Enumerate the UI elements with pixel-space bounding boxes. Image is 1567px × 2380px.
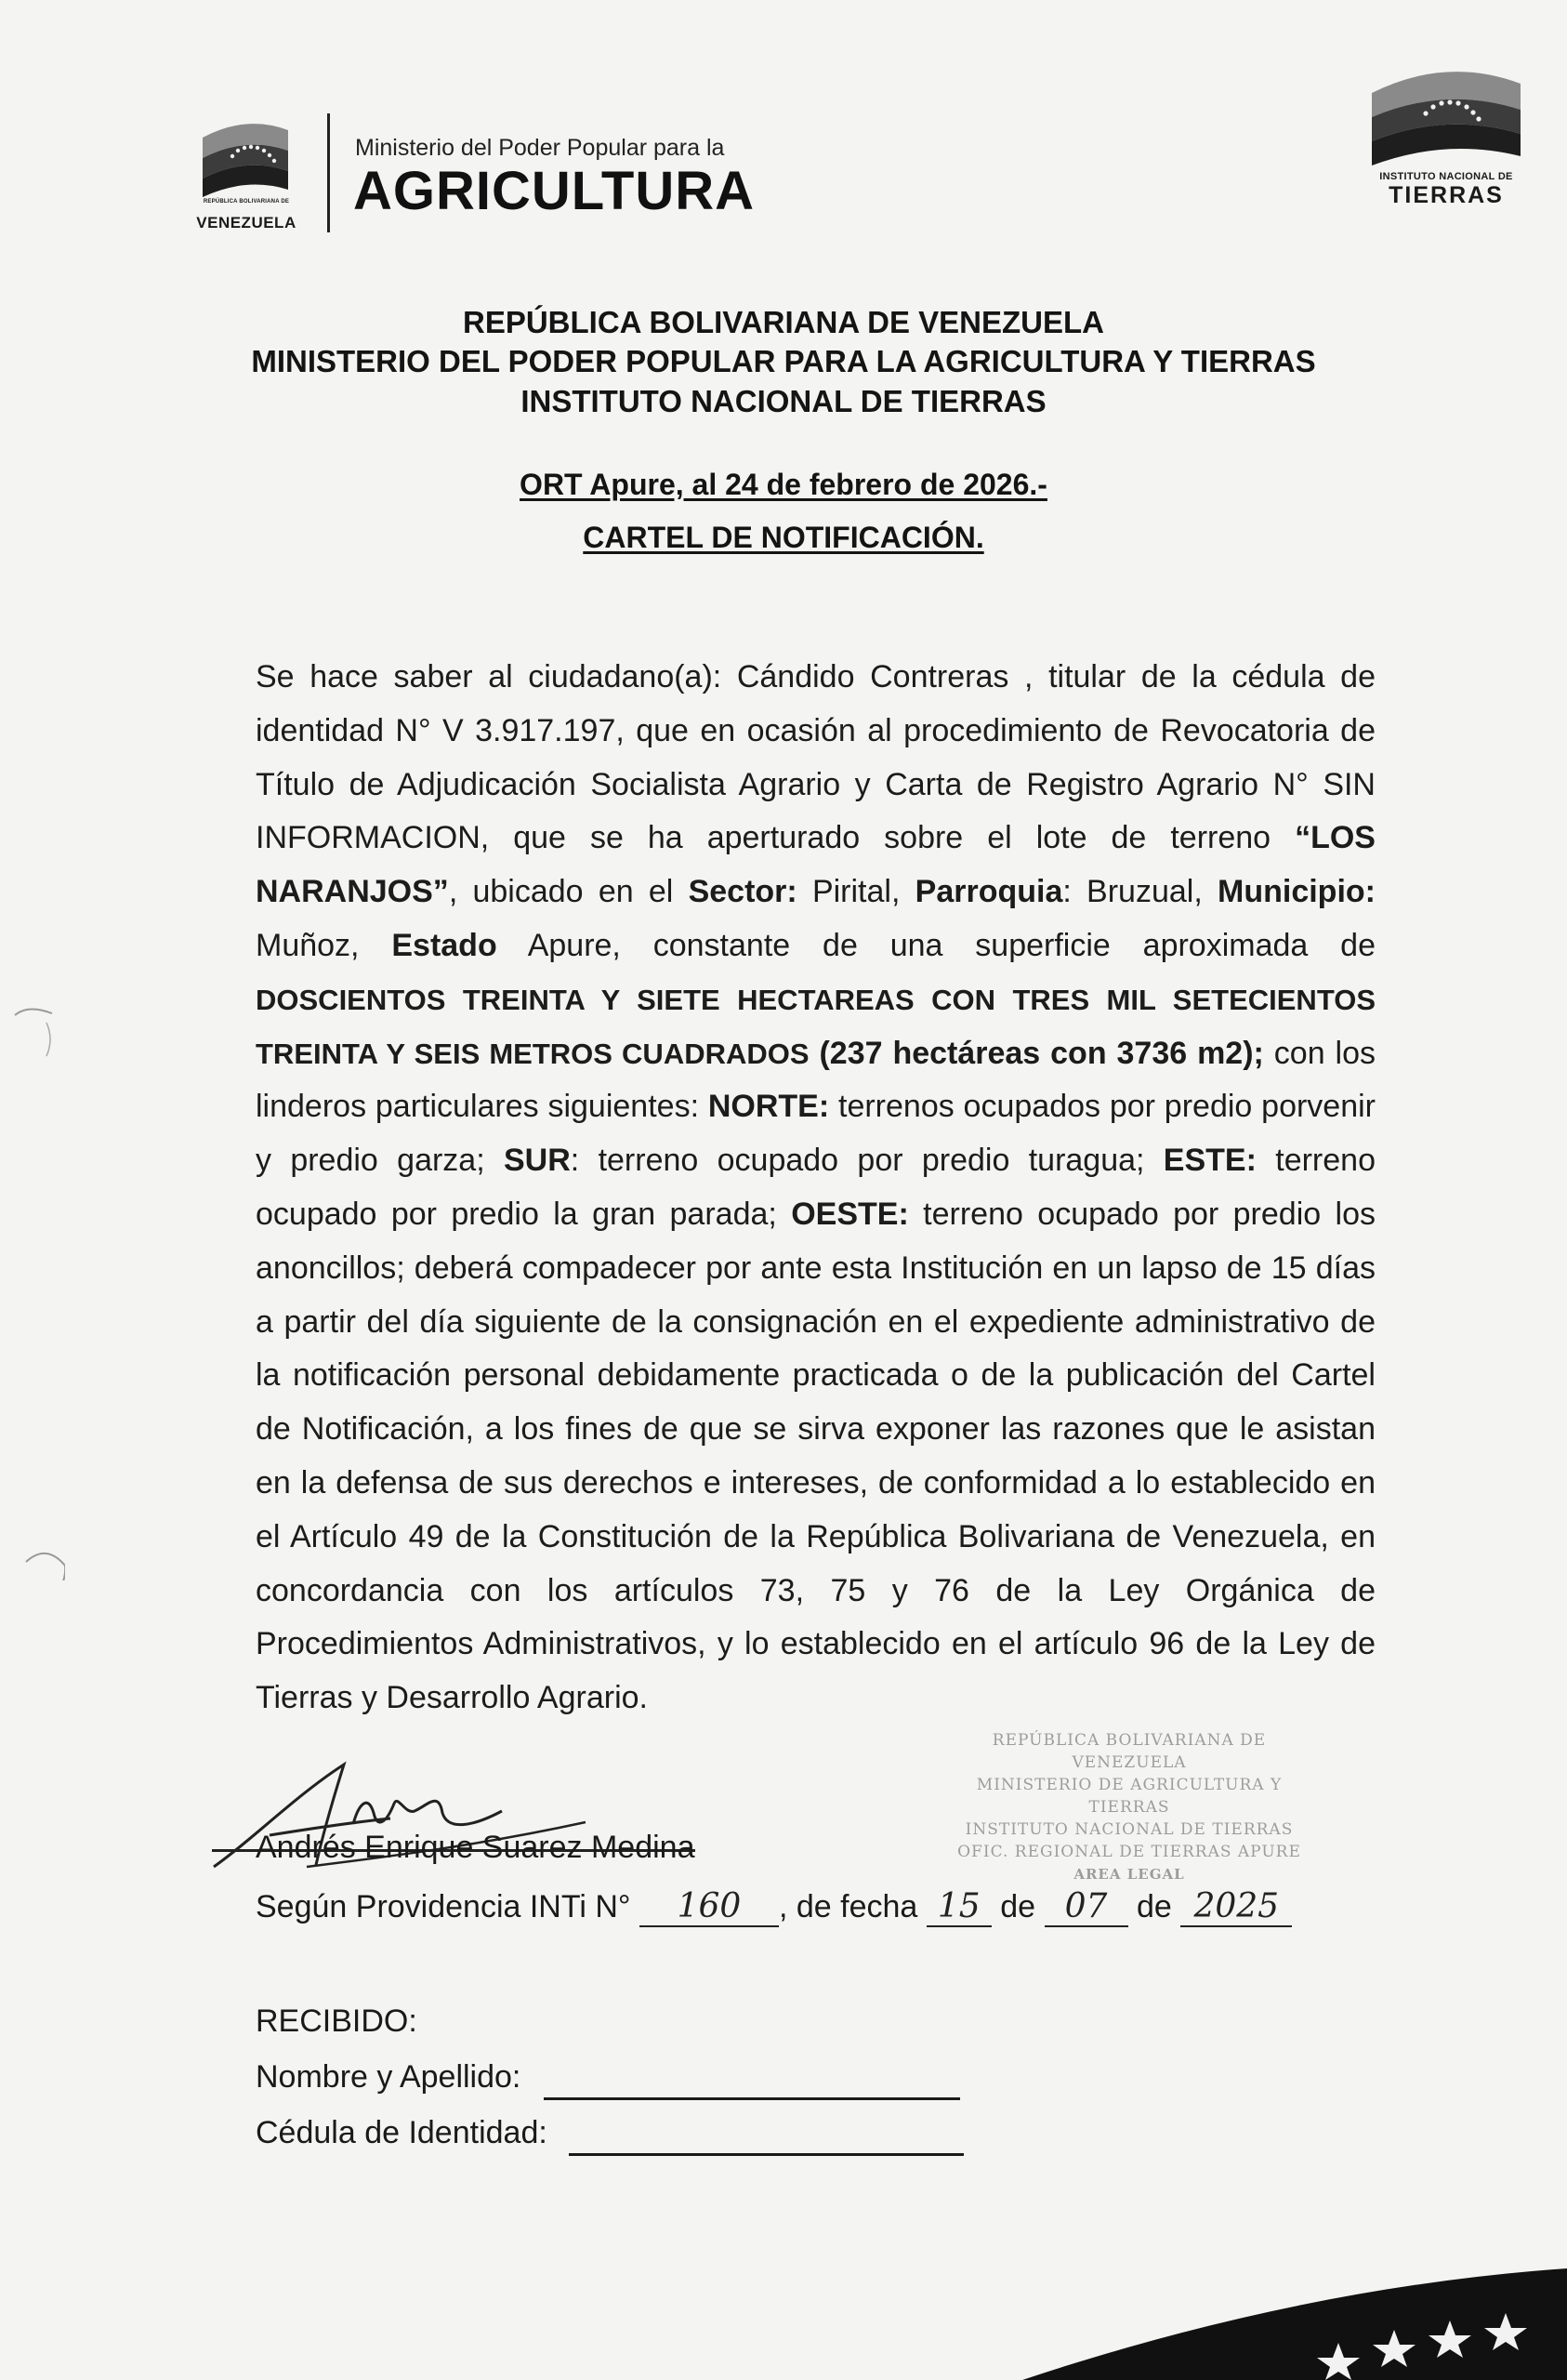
date-year: 2025 (1180, 1887, 1292, 1927)
venezuela-flag-icon (1363, 56, 1530, 167)
date-day: 15 (927, 1887, 992, 1927)
notice-title: CARTEL DE NOTIFICACIÓN. (583, 521, 984, 554)
heading-ministry: MINISTERIO DEL PODER POPULAR PARA LA AGRICULTURA Y TIERRAS (251, 344, 1316, 378)
tierras-text: TIERRAS (1389, 182, 1504, 208)
providencia-line: Según Providencia INTi N° 160 , de fecha 15 de 07 de 2025 (256, 1887, 1292, 1927)
providencia-number: 160 (639, 1887, 779, 1927)
inti-logo (1363, 56, 1530, 223)
logo-divider (327, 113, 330, 232)
received-label: RECIBIDO: (256, 2003, 417, 2039)
heading-republic: REPÚBLICA BOLIVARIANA DE VENEZUELA (463, 305, 1104, 339)
date-month: 07 (1045, 1887, 1128, 1927)
margin-marks (9, 1004, 65, 1580)
ministry-name: AGRICULTURA (353, 161, 755, 221)
place-date: ORT Apure, al 24 de febrero de 2026.- (520, 468, 1047, 501)
notice-body: Se hace saber al ciudadano(a): Cándido Contreras , titular de la cédula de identidad N° V 3.917.197, que en ocasión al procedimiento de Revocatoria de Título de Adjudicación Socialista Agrario y Carta de Registro Agrario N° SIN INFORMACION, que se ha aperturado sobre el lote de terreno “LOS NARANJOS”, ubicado en el Sector: Pirital, Parroquia: Bruzual, Municipio: Muñoz, Estado Apure, constante de una superficie aproximada de DOSCIENTOS TREINTA Y SIETE HECTAREAS CON TRES MIL SETECIENTOS TREINTA Y SEIS METROS CUADRADOS (237 hectáreas con 3736 m2); con los linderos particulares siguientes: NORTE: terrenos ocupados por predio porvenir y predio garza; SUR: terreno ocupado por predio turagua; ESTE: terreno ocupado por predio la gran parada; OESTE: terreno ocupado por predio los anoncillos; deberá compadecer por ante esta Institución en un lapso de 15 días a partir del día siguiente de la consignación en el expediente administrativo de la notificación personal debidamente practicada o de la publicación del Cartel de Notificación, a los fines de que se sirva exponer las razones que le asistan en la defensa de sus derechos e intereses, de conformidad a lo establecido en el Artículo 49 de la Constitución de la República Bolivariana de Venezuela, en concordancia con los artículos 73, 75 y 76 de la Ley Orgánica de Procedimientos Administrativos, y lo establecido en el artículo 96 de la Ley de Tierras y Desarrollo Agrario. (256, 659, 1376, 1716)
venezuela-logo (177, 110, 316, 231)
venezuela-flag-icon (177, 110, 316, 199)
ministry-line: Ministerio del Poder Popular para la (355, 135, 725, 161)
institute-text: INSTITUTO NACIONAL DE (1379, 171, 1513, 182)
country-text: VENEZUELA (196, 214, 296, 231)
republic-text: REPÚBLICA BOLIVARIANA DE (203, 199, 290, 205)
id-field[interactable] (569, 2153, 964, 2156)
signer-name: Andrés Enrique Suarez Medina (256, 1830, 695, 1865)
heading-institute: INSTITUTO NACIONAL DE TIERRAS (520, 384, 1047, 418)
id-label: Cédula de Identidad: (256, 2115, 547, 2150)
official-stamp: REPÚBLICA BOLIVARIANA DE VENEZUELA MINISTERIO DE AGRICULTURA Y TIERRAS INSTITUTO NACIONAL DE TIERRAS OFIC. REGIONAL DE TIERRAS APURE AREA LEGAL (957, 1731, 1301, 1883)
name-field[interactable] (544, 2097, 960, 2100)
footer-stars-band (1022, 2268, 1567, 2380)
name-label: Nombre y Apellido: (256, 2059, 521, 2095)
